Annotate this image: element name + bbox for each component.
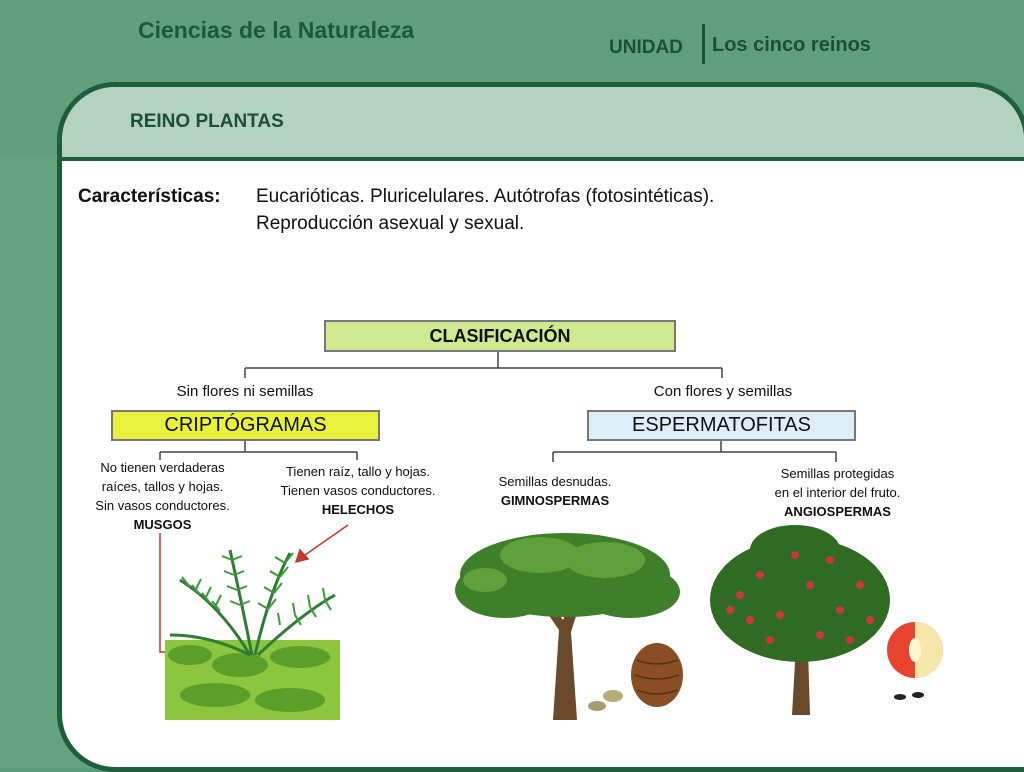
esper-branch-label: Con flores y semillas <box>653 383 793 400</box>
cripto-branch-label: Sin flores ni semillas <box>176 383 314 400</box>
unit-name: Los cinco reinos <box>712 34 871 56</box>
musgos-line-2: raíces, tallos y hojas. <box>101 479 224 494</box>
angiosperm-tree-illustration <box>700 525 950 720</box>
espermatofitas-box: ESPERMATOFITAS <box>587 410 856 441</box>
helechos-name: HELECHOS <box>321 502 395 517</box>
musgos-description <box>70 458 255 534</box>
gymnosperm-tree-illustration <box>445 520 690 725</box>
gimnospermas-description <box>470 472 640 510</box>
gimnospermas-line-1: Semillas desnudas. <box>498 474 612 489</box>
classification-box: CLASIFICACIÓN <box>324 320 676 352</box>
section-title: REINO PLANTAS <box>130 111 284 132</box>
characteristics-line-2: Reproducción asexual y sexual. <box>256 213 525 234</box>
helechos-description <box>253 462 463 519</box>
characteristics-line-1: Eucarióticas. Pluricelulares. Autótrofas (fotosintéticas). <box>256 186 715 207</box>
helechos-line-1: Tienen raíz, tallo y hojas. <box>285 464 431 479</box>
criptogramas-box: CRIPTÓGRAMAS <box>111 410 380 441</box>
musgos-line-1: No tienen verdaderas <box>100 460 225 475</box>
angiospermas-description <box>745 464 930 521</box>
unit-divider <box>702 24 705 64</box>
subject-title: Ciencias de la Naturaleza <box>138 17 415 43</box>
musgos-name: MUSGOS <box>133 517 192 532</box>
fern-moss-illustration <box>160 545 345 720</box>
unit-label: UNIDAD <box>609 37 683 58</box>
gimnospermas-name: GIMNOSPERMAS <box>500 493 610 508</box>
angiospermas-line-2: en el interior del fruto. <box>774 485 901 500</box>
helechos-line-2: Tienen vasos conductores. <box>280 483 436 498</box>
musgos-line-3: Sin vasos conductores. <box>95 498 230 513</box>
angiospermas-name: ANGIOSPERMAS <box>784 504 891 519</box>
characteristics-label: Características: <box>78 186 221 207</box>
angiospermas-line-1: Semillas protegidas <box>780 466 895 481</box>
